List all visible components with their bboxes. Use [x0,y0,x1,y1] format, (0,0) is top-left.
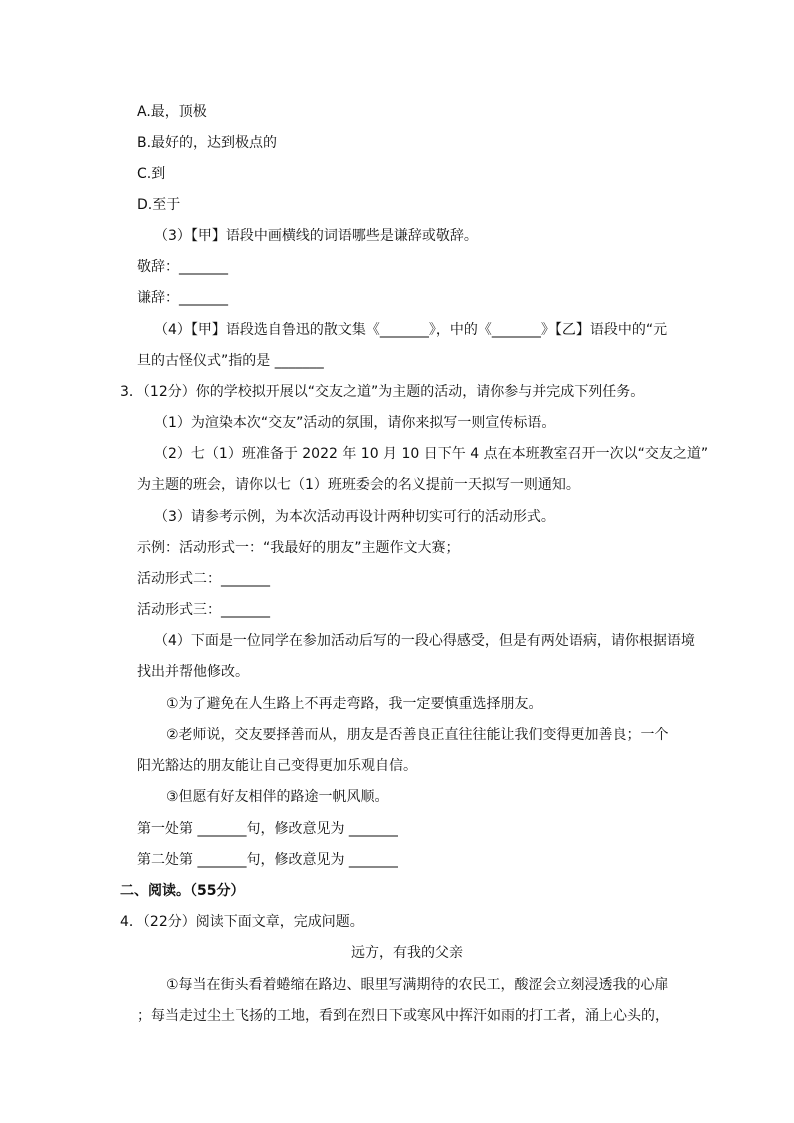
sentence-2-cont: 阳光豁达的朋友能让自己变得更加乐观自信。 [137,758,417,774]
answer-jingci: 敬辞：_______ [137,259,228,275]
article-paragraph-1: ①每当在街头看着蜷缩在路边、眼里写满期待的农民工，酸涩会立刻浸透我的心扉 [166,977,669,993]
sentence-3: ③但愿有好友相伴的路途一帆风顺。 [166,789,389,805]
question-3-2-cont: 为主题的班会，请你以七（1）班班委会的名义提前一天拟写一则通知。 [137,477,580,493]
question-2-3: （3）【甲】语段中画横线的词语哪些是谦辞或敬辞。 [154,228,478,244]
example-line: 示例：活动形式一：“我最好的朋友”主题作文大赛； [137,540,460,556]
answer-qianci: 谦辞：_______ [137,290,228,306]
answer-first-error: 第一处第 _______句，修改意见为 _______ [137,821,398,837]
question-3-4: （4）下面是一位同学在参加活动后写的一段心得感受，但是有两处语病，请你根据语境 [154,633,695,649]
sentence-1: ①为了避免在人生路上不再走弯路，我一定要慎重选择朋友。 [166,696,543,712]
article-paragraph-1-cont: ；每当走过尘土飞扬的工地，看到在烈日下或寒风中挥汗如雨的打工者，涌上心头的， [137,1008,669,1024]
option-b: B.最好的，达到极点的 [137,135,278,151]
article-title: 远方，有我的父亲 [351,945,463,961]
question-3-4-cont: 找出并帮他修改。 [137,664,249,680]
question-3-3: （3）请参考示例，为本次活动再设计两种切实可行的活动形式。 [154,509,555,525]
question-3-1: （1）为渲染本次“交友”活动的氛围，请你来拟写一则宣传标语。 [154,415,556,431]
option-a: A.最，顶极 [137,104,207,120]
question-3-2: （2）七（1）班准备于 2022 年 10 月 10 日下午 4 点在本班教室召开一次以“交友之道” [154,446,709,462]
activity-form-3: 活动形式三：_______ [137,602,270,618]
sentence-2: ②老师说，交友要择善而从，朋友是否善良正直往往能让我们变得更加善良；一个 [166,727,669,743]
activity-form-2: 活动形式二：_______ [137,571,270,587]
option-c: C.到 [137,166,166,182]
question-4-heading: 4．（22分）阅读下面文章，完成问题。 [120,914,364,930]
question-2-4-cont: 旦的古怪仪式”指的是 _______ [137,353,324,369]
question-2-4: （4）【甲】语段选自鲁迅的散文集《_______》，中的《_______》【乙】语段中的“元 [154,322,668,338]
section-heading-reading: 二、阅读。（55分） [120,883,245,899]
option-d: D.至于 [137,197,181,213]
answer-second-error: 第二处第 _______句，修改意见为 _______ [137,852,398,868]
question-3-heading: 3．（12分）你的学校拟开展以“交友之道”为主题的活动，请你参与并完成下列任务。 [120,384,645,400]
